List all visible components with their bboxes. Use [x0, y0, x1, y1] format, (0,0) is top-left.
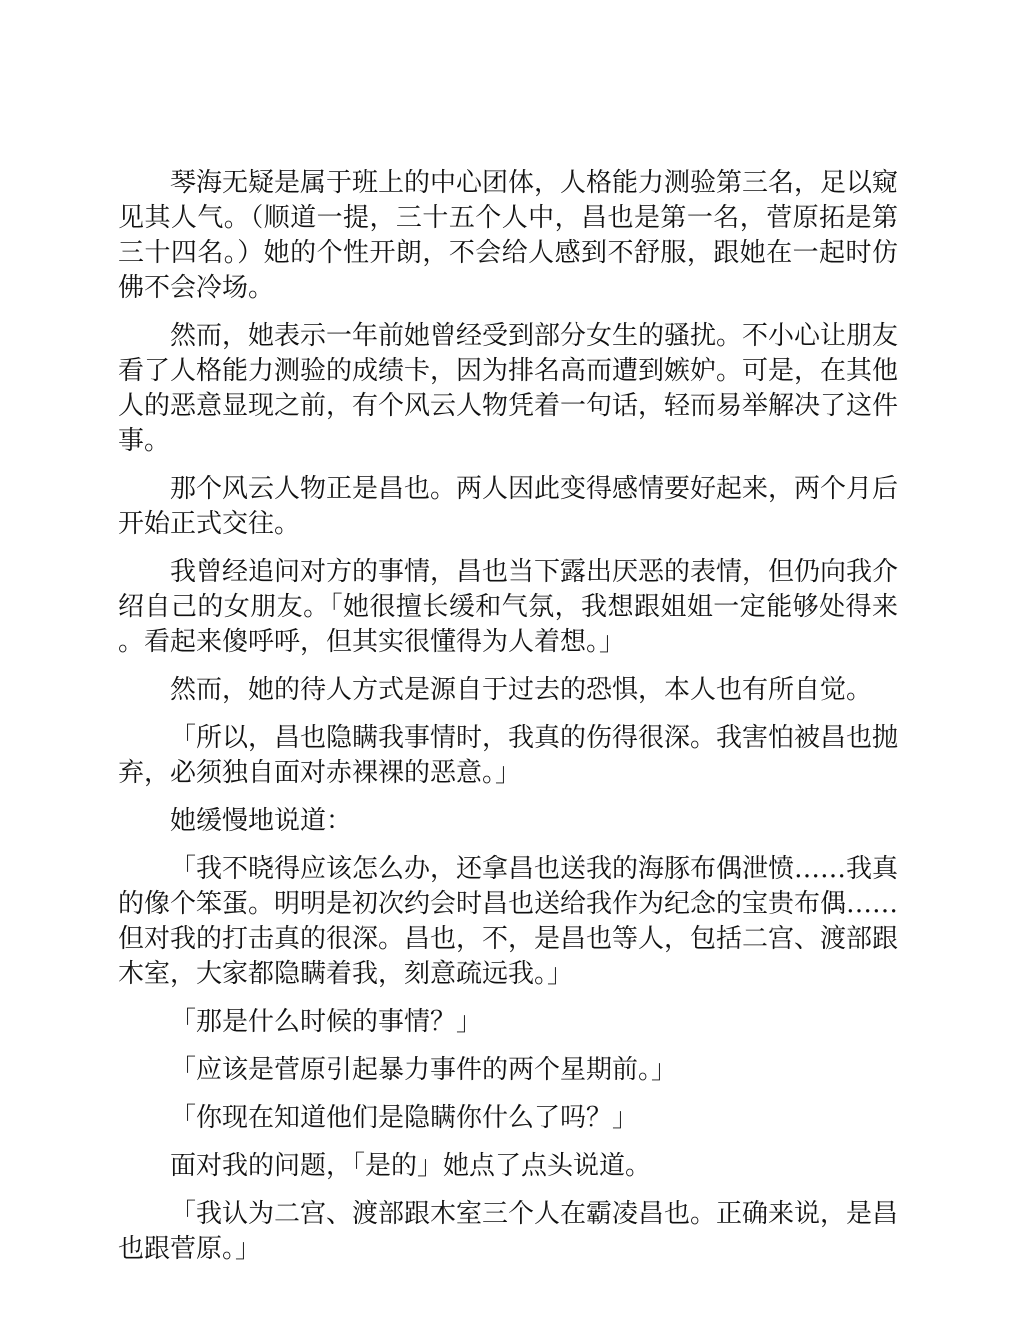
- paragraph: 面对我的问题，「是的」她点了点头说道。: [170, 1151, 652, 1181]
- paragraph: 我曾经追问对方的事情，昌也当下露出厌恶的表情，但仍向我介绍自己的女朋友。「她很擅长缓和气氛，我想跟姐姐一定能够处得来。看起来傻呼呼，但其实很懂得为人着想。」: [118, 557, 899, 657]
- paragraph: 她缓慢地说道：: [170, 806, 353, 836]
- page-body: [118, 166, 898, 1280]
- paragraph: 「所以，昌也隐瞒我事情时，我真的伤得很深。我害怕被昌也抛弃，必须独自面对赤裸裸的恶意。」: [118, 723, 899, 788]
- paragraph: 「你现在知道他们是隐瞒你什么了吗？」: [170, 1103, 639, 1133]
- paragraph: 「应该是菅原引起暴力事件的两个星期前。」: [170, 1055, 678, 1085]
- paragraph: 琴海无疑是属于班上的中心团体，人格能力测验第三名，足以窥见其人气。（顺道一提，三十五个人中，昌也是第一名，菅原拓是第三十四名。）她的个性开朗，不会给人感到不舒服，跟她在一起时仿佛不会冷场。: [118, 168, 899, 303]
- paragraph: 「那是什么时候的事情？」: [170, 1007, 483, 1037]
- paragraph: 然而，她表示一年前她曾经受到部分女生的骚扰。不小心让朋友看了人格能力测验的成绩卡，因为排名高而遭到嫉妒。可是，在其他人的恶意显现之前，有个风云人物凭着一句话，轻而易举解决了这件事。: [118, 321, 899, 456]
- paragraph: 那个风云人物正是昌也。两人因此变得感情要好起来，两个月后开始正式交往。: [118, 474, 899, 539]
- paragraph: 「我不晓得应该怎么办，还拿昌也送我的海豚布偶泄愤……我真的像个笨蛋。明明是初次约会时昌也送给我作为纪念的宝贵布偶……但对我的打击真的很深。昌也，不，是昌也等人，包括二宫、渡部跟木室，大家都隐瞒着我，刻意疏远我。」: [118, 854, 899, 989]
- paragraph: 然而，她的待人方式是源自于过去的恐惧，本人也有所自觉。: [170, 675, 873, 705]
- paragraph: 「我认为二宫、渡部跟木室三个人在霸凌昌也。正确来说，是昌也跟菅原。」: [118, 1199, 899, 1264]
